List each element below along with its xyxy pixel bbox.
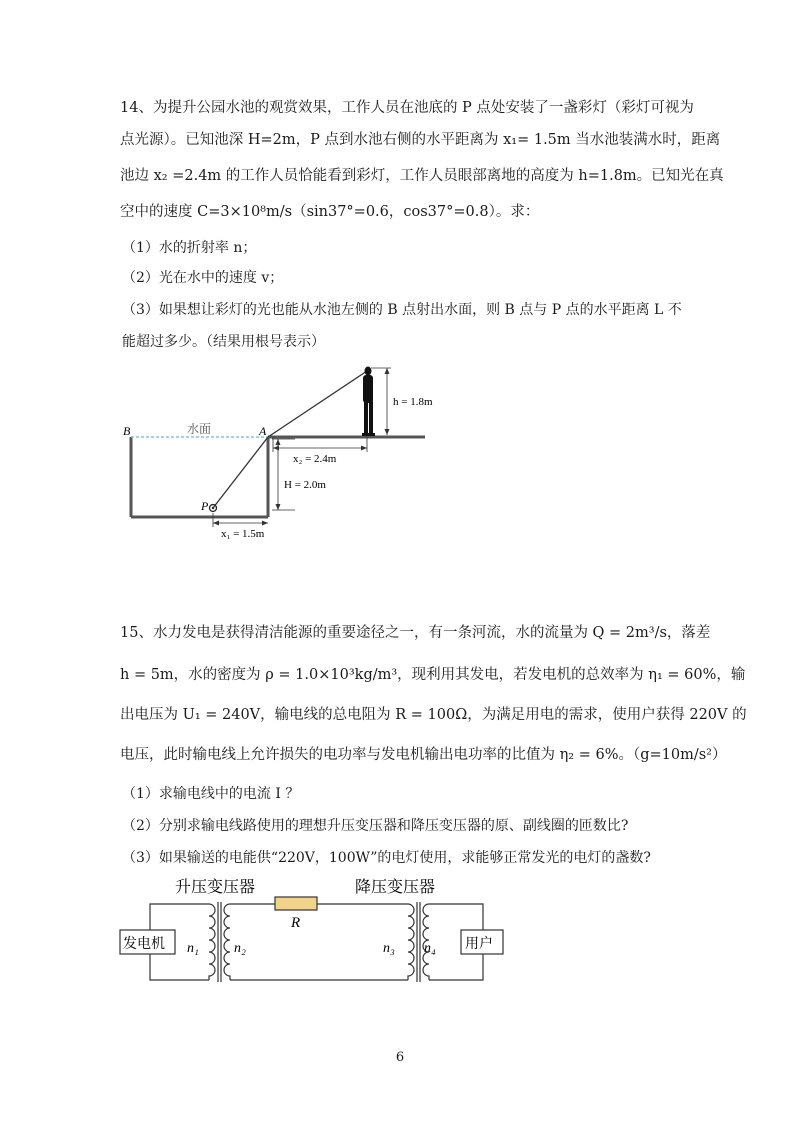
q14-item-3-cont: 能超过多少。（结果用根号表示） — [122, 334, 325, 350]
light-ray-in-water — [213, 437, 268, 508]
label-x2: x₂ = 2.4m — [293, 453, 337, 465]
q14-line-2: 点光源）。已知池深 H=2m，P 点到水池右侧的水平距离为 x₁= 1.5m 当水池装满水时，距离 — [120, 132, 721, 148]
q15-line-4: 电压，此时输电线上允许损失的电功率与发电机输出电功率的比值为 η₂ = 6%。（g=10m/s²） — [120, 747, 727, 763]
label-B: B — [123, 424, 131, 438]
label-P: P — [201, 499, 209, 513]
person-icon — [362, 367, 375, 437]
n3-label: n₃ — [383, 941, 395, 956]
page-number: 6 — [395, 1050, 405, 1065]
q14-item-2: （2）光在水中的速度 v； — [122, 270, 284, 286]
n1-label: n₁ — [187, 941, 199, 956]
n4-label: n₄ — [424, 941, 436, 956]
q14-line-4: 空中的速度 C=3×10⁸m/s（sin37°=0.6，cos37°=0.8）。求： — [120, 204, 540, 220]
label-h: h = 1.8m — [393, 396, 433, 408]
q15-line-2: h = 5m，水的密度为 ρ = 1.0×10³kg/m³，现利用其发电，若发电机的总效率为 η₁ = 60%，输 — [120, 667, 746, 683]
resistor-label: R — [291, 915, 301, 931]
label-H: H = 2.0m — [284, 479, 326, 491]
q14-item-1: （1）水的折射率 n； — [122, 240, 257, 256]
q15-item-3: （3）如果输送的电能供“220V，100W”的电灯使用，求能够正常发光的电灯的盏数? — [122, 850, 651, 866]
light-ray-in-air — [268, 371, 367, 437]
q14-line-3: 池边 x₂ =2.4m 的工作人员恰能看到彩灯，工作人员眼部离地的高度为 h=1.8m。已知光在真 — [120, 168, 724, 184]
user-label: 用户 — [465, 937, 493, 952]
step-up-transformer — [209, 902, 230, 982]
n2-label: n₂ — [234, 941, 246, 956]
step-up-transformer-label: 升压变压器 — [175, 879, 256, 896]
pool-diagram — [115, 355, 435, 545]
transmission-circuit-diagram — [115, 872, 515, 992]
generator-label: 发电机 — [123, 937, 165, 952]
label-x1: x₁ = 1.5m — [221, 528, 265, 540]
q15-item-1: （1）求输电线中的电流 I ？ — [122, 786, 300, 802]
q15-item-2: （2）分别求输电线路使用的理想升压变压器和降压变压器的原、副线圈的匝数比? — [122, 818, 629, 834]
step-down-transformer-label: 降压变压器 — [355, 879, 436, 896]
line-resistor — [275, 897, 317, 910]
label-A: A — [259, 424, 267, 438]
q15-line-3: 出电压为 U₁ = 240V，输电线的总电阻为 R = 100Ω，为满足用电的需求，使用户获得 220V 的 — [120, 707, 747, 723]
water-surface-label: 水面 — [187, 422, 212, 436]
q14-item-3: （3）如果想让彩灯的光也能从水池左侧的 B 点射出水面，则 B 点与 P 点的水平距离 L 不 — [122, 302, 682, 318]
q14-line-1: 14、为提升公园水池的观赏效果，工作人员在池底的 P 点处安装了一盏彩灯（彩灯可视为 — [120, 100, 694, 116]
q15-line-1: 15、水力发电是获得清洁能源的重要途径之一，有一条河流，水的流量为 Q = 2m³/s，落差 — [120, 625, 711, 641]
